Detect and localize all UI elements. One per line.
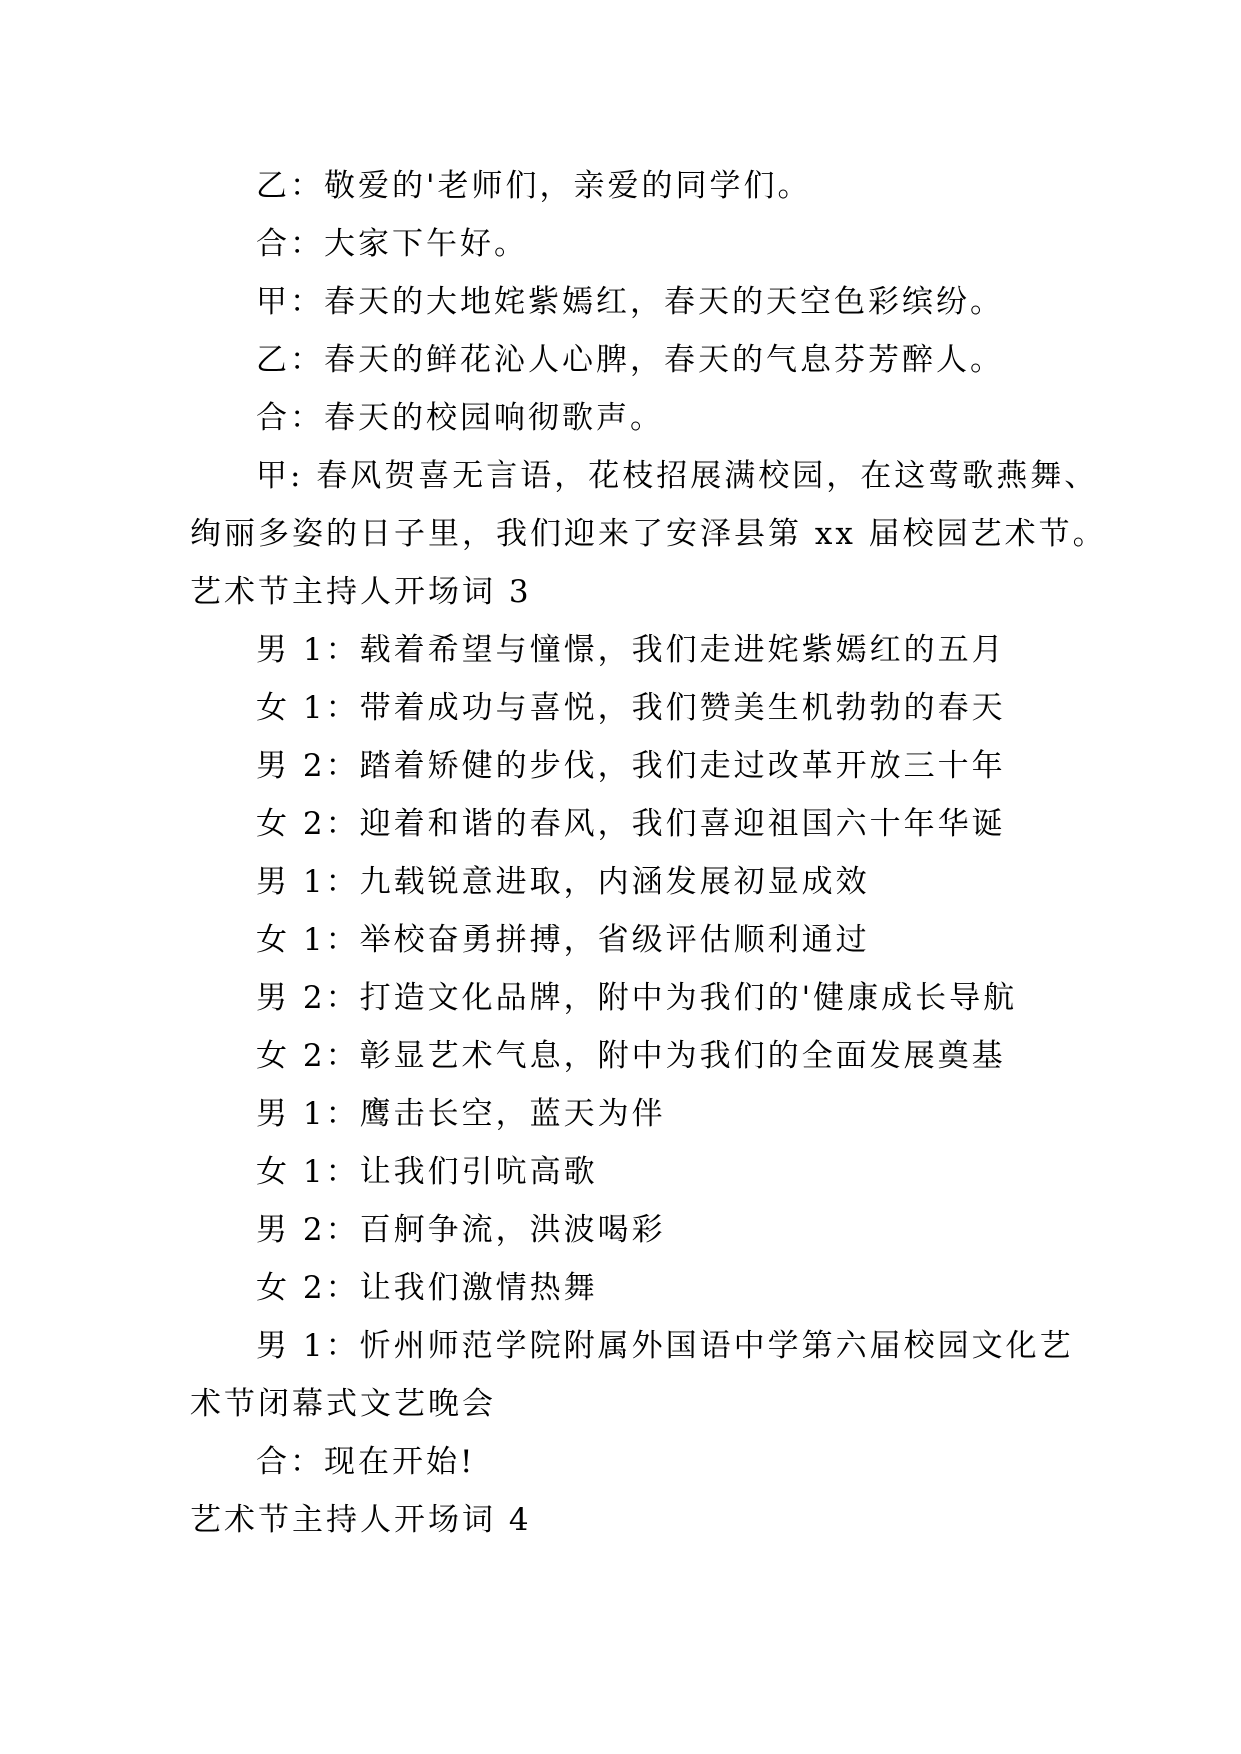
dialogue-line: 女 1：让我们引吭高歌 xyxy=(256,1154,598,1190)
dialogue-line: 女 1：带着成功与喜悦，我们赞美生机勃勃的春天 xyxy=(256,690,1006,726)
dialogue-line: 女 2：彰显艺术气息，附中为我们的全面发展奠基 xyxy=(256,1038,1006,1074)
dialogue-line-continuation: 术节闭幕式文艺晚会 xyxy=(190,1386,496,1422)
dialogue-line: 女 2：让我们激情热舞 xyxy=(256,1270,598,1306)
section-heading: 艺术节主持人开场词 4 xyxy=(190,1502,532,1538)
dialogue-line-continuation: 绚丽多姿的日子里，我们迎来了安泽县第 xx 届校园艺术节。 xyxy=(190,516,1107,552)
dialogue-line: 男 1：忻州师范学院附属外国语中学第六届校园文化艺 xyxy=(256,1328,1074,1364)
dialogue-line: 合：大家下午好。 xyxy=(256,226,528,262)
dialogue-line: 乙：春天的鲜花沁人心脾，春天的气息芬芳醉人。 xyxy=(256,342,1004,378)
dialogue-line: 女 1：举校奋勇拼搏，省级评估顺利通过 xyxy=(256,922,870,958)
dialogue-line: 合：春天的校园响彻歌声。 xyxy=(256,400,664,436)
dialogue-line: 乙：敬爱的'老师们，亲爱的同学们。 xyxy=(256,168,812,204)
dialogue-line: 男 1：九载锐意进取，内涵发展初显成效 xyxy=(256,864,870,900)
section-heading: 艺术节主持人开场词 3 xyxy=(190,574,532,610)
dialogue-line: 男 1：载着希望与憧憬，我们走进姹紫嫣红的五月 xyxy=(256,632,1006,668)
dialogue-line: 合：现在开始! xyxy=(256,1444,476,1480)
dialogue-line: 女 2：迎着和谐的春风，我们喜迎祖国六十年华诞 xyxy=(256,806,1006,842)
dialogue-line: 男 2：百舸争流，洪波喝彩 xyxy=(256,1212,666,1248)
dialogue-line: 男 2：踏着矫健的步伐，我们走过改革开放三十年 xyxy=(256,748,1006,784)
dialogue-line: 甲: 春风贺喜无言语，花枝招展满校园，在这莺歌燕舞、 xyxy=(256,458,1099,494)
dialogue-line: 男 2：打造文化品牌，附中为我们的'健康成长导航 xyxy=(256,980,1018,1016)
dialogue-line: 男 1：鹰击长空，蓝天为伴 xyxy=(256,1096,666,1132)
dialogue-line: 甲：春天的大地姹紫嫣红，春天的天空色彩缤纷。 xyxy=(256,284,1004,320)
